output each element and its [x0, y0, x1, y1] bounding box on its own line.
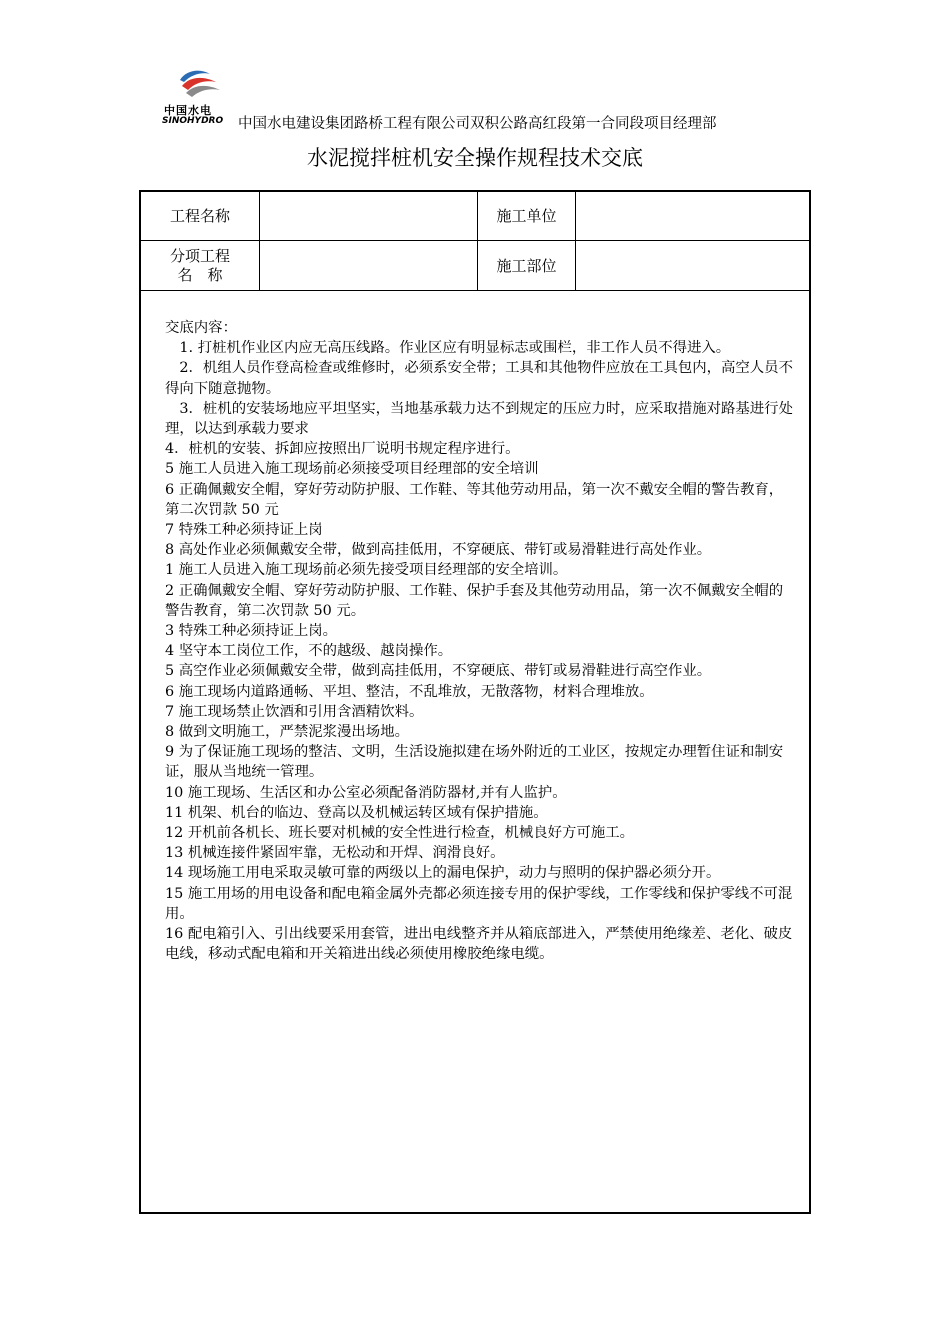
content-item: 1. 打桩机作业区内应无高压线路。作业区应有明显标志或围栏，非工作人员不得进入。 [165, 340, 731, 357]
column-divider [575, 192, 576, 290]
construction-part-label: 施工部位 [496, 257, 557, 275]
content-item: 7 施工现场禁止饮酒和引用含酒精饮料。 [165, 703, 424, 720]
content-item: 12 开机前各机长、班长要对机械的安全性进行检查，机械良好方可施工。 [165, 825, 634, 842]
row-divider [141, 290, 809, 291]
content-item: 2 正确佩戴安全帽、穿好劳动防护服、工作鞋、保护手套及其他劳动用品，第一次不佩戴安全帽的警告教育，第二次罚款 50 元。 [165, 582, 784, 619]
content-list [165, 338, 793, 964]
project-name-label: 工程名称 [169, 207, 230, 225]
content-item: 7 特殊工种必须持证上岗 [165, 522, 323, 539]
disclosure-form [139, 190, 811, 1214]
content-item: 13 机械连接件紧固牢靠，无松动和开焊、润滑良好。 [165, 845, 505, 862]
content-item: 16 配电箱引入、引出线要采用套管，进出电线整齐并从箱底部进入，严禁使用绝缘差、老化、破皮电线，移动式配电箱和开关箱进出线必须使用橡胶绝缘电缆。 [165, 926, 793, 963]
content-item: 11 机架、机台的临边、登高以及机械运转区域有保护措施。 [165, 804, 548, 821]
content-item: 9 为了保证施工现场的整洁、文明，生活设施拟建在场外附近的工业区，按规定办理暂住证和制安证，服从当地统一管理。 [165, 744, 784, 781]
content-item: 1 施工人员进入施工现场前必须先接受项目经理部的安全培训。 [165, 562, 568, 579]
logo-english-text: SINOHYDRO [162, 116, 224, 126]
sinohydro-emblem-icon [174, 66, 224, 100]
content-item: 8 高处作业必须佩戴安全带，做到高挂低用，不穿硬底、带钉或易滑鞋进行高处作业。 [165, 542, 712, 559]
content-item: 10 施工现场、生活区和办公室必须配备消防器材,并有人监护。 [165, 784, 567, 801]
content-item: 8 做到文明施工，严禁泥浆漫出场地。 [165, 724, 409, 741]
sub-project-label-line2: 名 称 [177, 266, 223, 284]
content-item: 5 高空作业必须佩戴安全带，做到高挂低用，不穿硬底、带钉或易滑鞋进行高空作业。 [165, 663, 712, 680]
row-divider [141, 240, 809, 241]
sinohydro-logo [162, 66, 238, 128]
sub-project-label-line1: 分项工程 [169, 247, 230, 265]
disclosure-content [165, 318, 793, 965]
company-name: 中国水电建设集团路桥工程有限公司双积公路高红段第一合同段项目经理部 [238, 116, 717, 132]
construction-unit-label: 施工单位 [496, 207, 557, 225]
content-item: 3 特殊工种必须持证上岗。 [165, 623, 338, 640]
content-heading: 交底内容： [165, 320, 237, 336]
content-item: 6 施工现场内道路通畅、平坦、整洁，不乱堆放，无散落物，材料合理堆放。 [165, 683, 654, 700]
content-item: 4．桩机的安装、拆卸应按照出厂说明书规定程序进行。 [165, 441, 520, 458]
content-item: 6 正确佩戴安全帽，穿好劳动防护服、工作鞋、等其他劳动用品，第一次不戴安全帽的警告教育，第二次罚款 50 元 [165, 481, 784, 518]
content-item: 14 现场施工用电采取灵敏可靠的两级以上的漏电保护，动力与照明的保护器必须分开。 [165, 865, 721, 882]
content-item: 3．桩机的安装场地应平坦坚实，当地基承载力达不到规定的压应力时，应采取措施对路基进行处理，以达到承载力要求 [165, 400, 793, 438]
sub-project-label [141, 247, 259, 285]
logo-chinese-text: 中国水电 [164, 104, 212, 117]
content-item: 15 施工用场的用电设备和配电箱金属外壳都必须连接专用的保护零线，工作零线和保护零线不可混用。 [165, 885, 793, 922]
content-item: 5 施工人员进入施工现场前必须接受项目经理部的安全培训 [165, 461, 539, 478]
content-item: 4 坚守本工岗位工作，不的越级、越岗操作。 [165, 643, 453, 660]
document-title: 水泥搅拌桩机安全操作规程技术交底 [307, 146, 643, 170]
content-item: 2．机组人员作登高检查或维修时，必须系安全带；工具和其他物件应放在工具包内，高空人员不得向下随意抛物。 [165, 360, 793, 397]
column-divider [259, 192, 260, 290]
